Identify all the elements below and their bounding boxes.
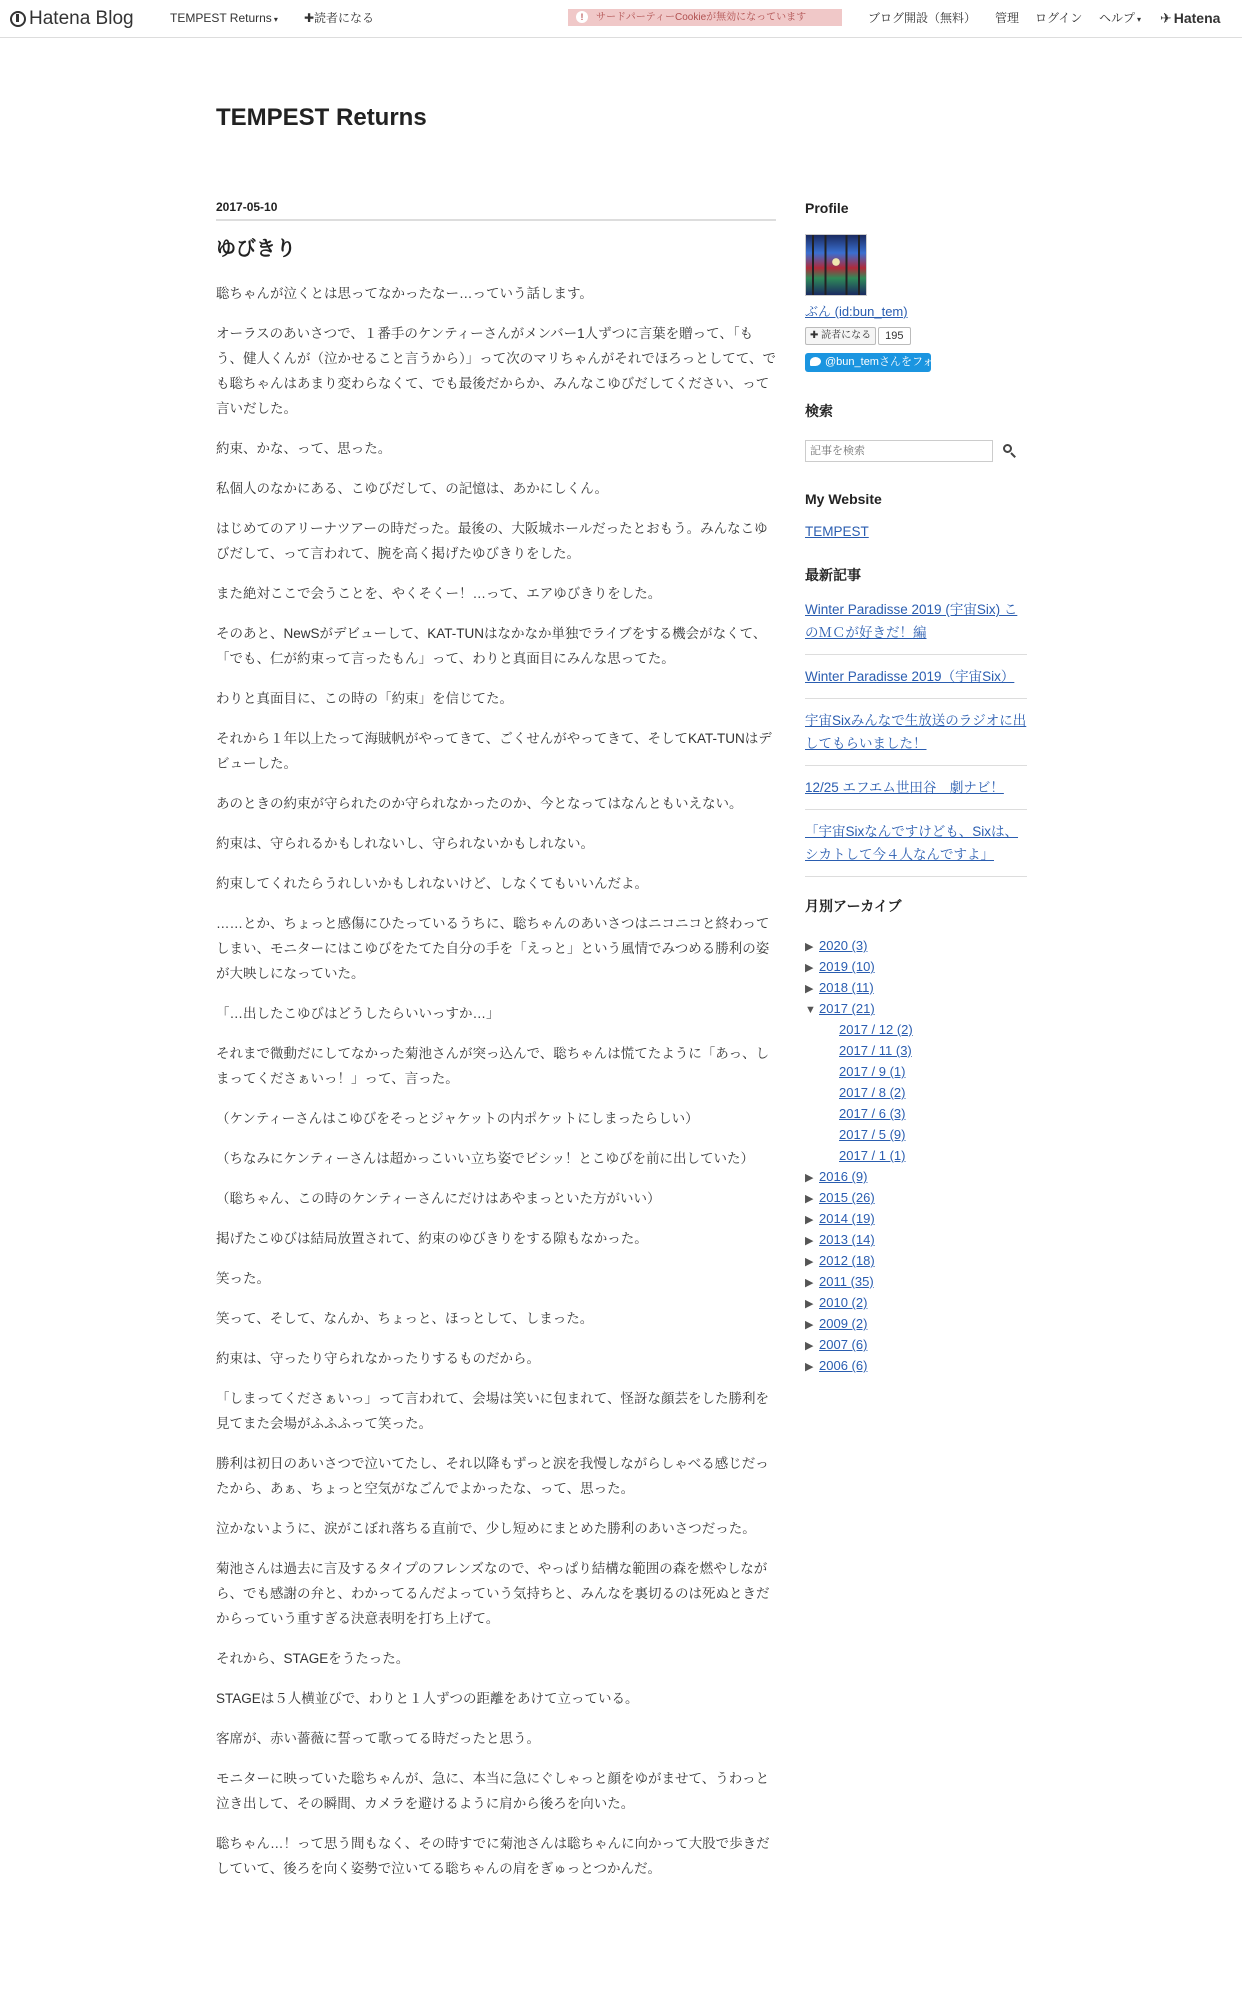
entry-paragraph: 掲げたこゆびは結局放置されて、約束のゆびきりをする隙もなかった。: [216, 1231, 648, 1246]
archive-month-link[interactable]: 2017 / 8 (2): [839, 1085, 906, 1100]
entry-paragraph: 泣かないように、涙がこぼれ落ちる直前で、少し短めにまとめた勝利のあいさつだった。: [216, 1521, 756, 1536]
archive-list: [805, 935, 1027, 1376]
entry-paragraph: 勝利は初日のあいさつで泣いてたし、それ以降もずっと涙を我慢しながらしゃべる感じだったから、あぁ、ちょっと空気がなごんでよかったな、って、思った。: [216, 1456, 769, 1496]
entry-paragraph: オーラスのあいさつで、１番手のケンティーさんがメンバー1人ずつに言葉を贈って、「もう、健人くんが（泣かせること言うから）」って次のマリちゃんがそれでほろっとしてて、でも聡ちゃんはあまり変わらなくて、でも最後だからか、みんなこゆびだしてください、って言いだした。: [216, 326, 776, 416]
recent-entry-link[interactable]: Winter Paradisse 2019（宇宙Six）: [805, 669, 1015, 684]
open-blog-link[interactable]: ブログ開設（無料）: [868, 11, 977, 25]
reader-row: [805, 327, 1027, 345]
blog-menu[interactable]: [170, 0, 278, 37]
search-form: [805, 440, 1027, 462]
archive-month-link[interactable]: 2017 / 6 (3): [839, 1106, 906, 1121]
recent-entries-module: [805, 564, 1027, 877]
warning-icon: !: [576, 11, 588, 23]
expanded-triangle-icon[interactable]: ▼: [805, 1004, 816, 1016]
collapsed-triangle-icon[interactable]: ▶: [805, 1235, 814, 1247]
archive-month-row: [805, 1082, 1027, 1103]
entry-paragraph: STAGEは５人横並びで、わりと１人ずつの距離をあけて立っている。: [216, 1691, 639, 1706]
entry-date[interactable]: 2017-05-10: [216, 199, 776, 221]
collapsed-triangle-icon[interactable]: ▶: [805, 1361, 814, 1373]
recent-entry-link[interactable]: 12/25 エフエム世田谷 劇ナビ！: [805, 780, 1004, 795]
entry-paragraph: 聡ちゃんが泣くとは思ってなかったなー…っていう話します。: [216, 286, 593, 301]
blog-title[interactable]: TEMPEST Returns: [216, 104, 427, 131]
subscribe-button[interactable]: ✚ 読者になる: [805, 327, 876, 345]
archive-month-row: [805, 1145, 1027, 1166]
recent-entry-item: [805, 820, 1027, 877]
collapsed-triangle-icon[interactable]: ▶: [805, 1340, 814, 1352]
search-icon-handle: [1010, 452, 1016, 458]
profile-heading: Profile: [805, 200, 849, 216]
archive-year-row: [805, 1355, 1027, 1376]
archive-year-link[interactable]: 2013 (14): [819, 1232, 875, 1247]
recent-entry-link[interactable]: 「宇宙Sixなんですけども、Sixは、シカトして今４人なんですよ」: [805, 824, 1019, 862]
archive-year-link[interactable]: 2019 (10): [819, 959, 875, 974]
recent-entry-item: [805, 709, 1027, 766]
recent-list: [805, 598, 1027, 877]
archive-year-link[interactable]: 2018 (11): [819, 980, 874, 995]
website-module: [805, 488, 1027, 542]
global-header: [0, 0, 1242, 38]
archive-year-link[interactable]: 2007 (6): [819, 1337, 868, 1352]
entry-paragraph: また絶対ここで会うことを、やくそくー！…って、エアゆびきりをした。: [216, 586, 662, 601]
recent-entry-link[interactable]: Winter Paradisse 2019 (宇宙Six) このＭＣが好きだ！編: [805, 602, 1018, 640]
entry-paragraph: （ちなみにケンティーさんは超かっこいい立ち姿でビシッ！とこゆびを前に出していた）: [216, 1151, 754, 1166]
recent-heading: 最新記事: [805, 567, 861, 583]
collapsed-triangle-icon[interactable]: ▶: [805, 962, 814, 974]
entry-paragraph: （ケンティーさんはこゆびをそっとジャケットの内ポケットにしまったらしい）: [216, 1111, 699, 1126]
hatena-brand-link[interactable]: [1160, 0, 1220, 37]
entry-paragraph: 約束は、守ったり守られなかったりするものだから。: [216, 1351, 540, 1366]
search-module: [805, 400, 1027, 462]
logo-text: Hatena Blog: [29, 8, 134, 29]
entry-paragraph: 笑った。: [216, 1271, 270, 1286]
entry-paragraph: 菊池さんは過去に言及するタイプのフレンズなので、やっぱり結構な範囲の森を燃やしながら、でも感謝の弁と、わかってるんだよっていう気持ちと、みんなを裏切るのは死ぬときだからっていう重すぎる決意表明を打ち上げて。: [216, 1561, 770, 1626]
entry-paragraph: はじめてのアリーナツアーの時だった。最後の、大阪城ホールだったとおもう。みんなこゆびだして、って言われて、腕を高く掲げたゆびきりをした。: [216, 521, 768, 561]
entry-paragraph: 客席が、赤い薔薇に誓って歌ってる時だったと思う。: [216, 1731, 540, 1746]
hatena-logo-icon: [10, 11, 26, 27]
archive-year-row: [805, 935, 1027, 956]
entry-body: [216, 281, 776, 1881]
archive-year-link[interactable]: 2011 (35): [819, 1274, 874, 1289]
archive-year-row: [805, 1313, 1027, 1334]
hatena-mark-icon: ✈: [1160, 10, 1172, 26]
hatena-brand-text: Hatena: [1173, 10, 1221, 26]
archive-year-row: [805, 998, 1027, 1019]
entry-paragraph: 笑って、そして、なんか、ちょっと、ほっとして、しまった。: [216, 1311, 594, 1326]
archive-year-row: [805, 1250, 1027, 1271]
archive-year-link[interactable]: 2010 (2): [819, 1295, 868, 1310]
sidebar: [805, 197, 1027, 1376]
archive-month-row: [805, 1103, 1027, 1124]
twitter-follow-label: @bun_temさんをフォロー: [825, 356, 956, 368]
archive-year-row: [805, 1208, 1027, 1229]
subscribe-link[interactable]: ✚読者になる: [304, 11, 375, 25]
archive-month-link[interactable]: 2017 / 12 (2): [839, 1022, 913, 1037]
collapsed-triangle-icon[interactable]: ▶: [805, 1172, 814, 1184]
collapsed-triangle-icon[interactable]: ▶: [805, 1193, 814, 1205]
entry-title[interactable]: ゆびきり: [216, 238, 296, 260]
archive-module: [805, 895, 1027, 1376]
cookie-warning-banner[interactable]: [568, 9, 842, 26]
hatena-blog-logo[interactable]: [10, 0, 134, 37]
manage-link[interactable]: 管理: [995, 11, 1020, 25]
collapsed-triangle-icon[interactable]: ▶: [805, 1214, 814, 1226]
collapsed-triangle-icon[interactable]: ▶: [805, 1319, 814, 1331]
search-button[interactable]: [1002, 443, 1018, 459]
archive-month-link[interactable]: 2017 / 1 (1): [839, 1148, 906, 1163]
collapsed-triangle-icon[interactable]: ▶: [805, 1298, 814, 1310]
collapsed-triangle-icon[interactable]: ▶: [805, 1277, 814, 1289]
twitter-bird-icon: [810, 357, 821, 366]
archive-heading: 月別アーカイブ: [805, 898, 902, 914]
archive-year-link[interactable]: 2009 (2): [819, 1316, 868, 1331]
profile-module: [805, 197, 1027, 372]
search-heading: 検索: [805, 403, 833, 419]
entry-paragraph: あのときの約束が守られたのか守られなかったのか、今となってはなんともいえない。: [216, 796, 743, 811]
archive-year-row: [805, 977, 1027, 998]
entry-paragraph: 「しまってくださぁいっ」って言われて、会場は笑いに包まれて、怪訝な顔芸をした勝利を見てまた会場がふふふって笑った。: [216, 1391, 769, 1431]
archive-year-link[interactable]: 2015 (26): [819, 1190, 875, 1205]
chevron-down-icon: ▾: [1137, 15, 1142, 24]
entry-paragraph: 私個人のなかにある、こゆびだして、の記憶は、あかにしくん。: [216, 481, 609, 496]
archive-month-row: [805, 1061, 1027, 1082]
entry-paragraph: それから１年以上たって海賊帆がやってきて、ごくせんがやってきて、そしてKAT-TUNはデビューした。: [216, 731, 772, 771]
login-link[interactable]: ログイン: [1035, 11, 1083, 25]
recent-entry-item: [805, 598, 1027, 655]
entry-paragraph: それから、STAGEをうたった。: [216, 1651, 410, 1666]
recent-entry-link[interactable]: 宇宙Sixみんなで生放送のラジオに出してもらいました！: [805, 713, 1027, 751]
archive-year-link[interactable]: 2006 (6): [819, 1358, 868, 1373]
archive-month-row: [805, 1040, 1027, 1061]
archive-year-row: [805, 1334, 1027, 1355]
archive-year-link[interactable]: 2012 (18): [819, 1253, 875, 1268]
archive-year-link[interactable]: 2020 (3): [819, 938, 868, 953]
collapsed-triangle-icon[interactable]: ▶: [805, 1256, 814, 1268]
entry-paragraph: 約束は、守られるかもしれないし、守られないかもしれない。: [216, 836, 594, 851]
search-input[interactable]: [805, 440, 993, 462]
cookie-warning-text: サードパーティーCookieが無効になっています: [596, 12, 807, 23]
website-link[interactable]: TEMPEST: [805, 524, 869, 539]
collapsed-triangle-icon[interactable]: ▶: [805, 983, 814, 995]
archive-month-row: [805, 1019, 1027, 1040]
archive-month-link[interactable]: 2017 / 5 (9): [839, 1127, 906, 1142]
reader-count[interactable]: 195: [878, 327, 910, 345]
recent-entry-item: [805, 776, 1027, 810]
help-menu[interactable]: [1099, 0, 1141, 37]
archive-year-row: [805, 1271, 1027, 1292]
entry-paragraph: それまで微動だにしてなかった菊池さんが突っ込んで、聡ちゃんは慌てたように「あっ、しまってくださぁいっ！」って、言った。: [216, 1046, 770, 1086]
archive-year-row: [805, 1166, 1027, 1187]
archive-year-link[interactable]: 2017 (21): [819, 1001, 875, 1016]
entry-paragraph: （聡ちゃん、この時のケンティーさんにだけはあやまっといた方がいい）: [216, 1191, 661, 1206]
entry-paragraph: 「…出したこゆびはどうしたらいいっすか…」: [216, 1006, 500, 1021]
chevron-down-icon: ▾: [273, 15, 278, 24]
recent-entry-item: [805, 665, 1027, 699]
archive-year-row: [805, 1187, 1027, 1208]
entry: [216, 199, 776, 1896]
entry-paragraph: ……とか、ちょっと感傷にひたっているうちに、聡ちゃんのあいさつはニコニコと終わってしまい、モニターにはこゆびをたてた自分の手を「えっと」という風情でみつめる勝利の姿が大映しになっていた。: [216, 916, 770, 981]
entry-paragraph: 約束、かな、って、思った。: [216, 441, 392, 456]
entry-paragraph: わりと真面目に、この時の「約束」を信じてた。: [216, 691, 513, 706]
website-heading: My Website: [805, 491, 882, 507]
collapsed-triangle-icon[interactable]: ▶: [805, 941, 814, 953]
archive-month-row: [805, 1124, 1027, 1145]
entry-paragraph: モニターに映っていた聡ちゃんが、急に、本当に急にぐしゃっと顔をゆがませて、うわっと泣き出して、その瞬間、カメラを避けるように肩から後ろを向いた。: [216, 1771, 770, 1811]
archive-year-row: [805, 1292, 1027, 1313]
archive-month-link[interactable]: 2017 / 11 (3): [839, 1043, 912, 1058]
user-id-link[interactable]: ぶん (id:bun_tem): [805, 304, 908, 319]
avatar[interactable]: [805, 234, 867, 296]
twitter-follow-button[interactable]: [805, 353, 956, 372]
archive-year-link[interactable]: 2016 (9): [819, 1169, 868, 1184]
entry-paragraph: 約束してくれたらうれしいかもしれないけど、しなくてもいいんだよ。: [216, 876, 648, 891]
archive-year-link[interactable]: 2014 (19): [819, 1211, 875, 1226]
archive-month-link[interactable]: 2017 / 9 (1): [839, 1064, 906, 1079]
archive-year-row: [805, 1229, 1027, 1250]
help-label: ヘルプ: [1099, 11, 1136, 25]
archive-year-row: [805, 956, 1027, 977]
entry-paragraph: 聡ちゃん…！って思う間もなく、その時すでに菊池さんは聡ちゃんに向かって大股で歩きだしていて、後ろを向く姿勢で泣いてる聡ちゃんの肩をぎゅっとつかんだ。: [216, 1836, 770, 1876]
blog-menu-label: TEMPEST Returns: [170, 11, 272, 25]
entry-paragraph: そのあと、NewSがデビューして、KAT-TUNはなかなか単独でライブをする機会がなくて、「でも、仁が約束って言ったもん」って、わりと真面目にみんな思ってた。: [216, 626, 767, 666]
